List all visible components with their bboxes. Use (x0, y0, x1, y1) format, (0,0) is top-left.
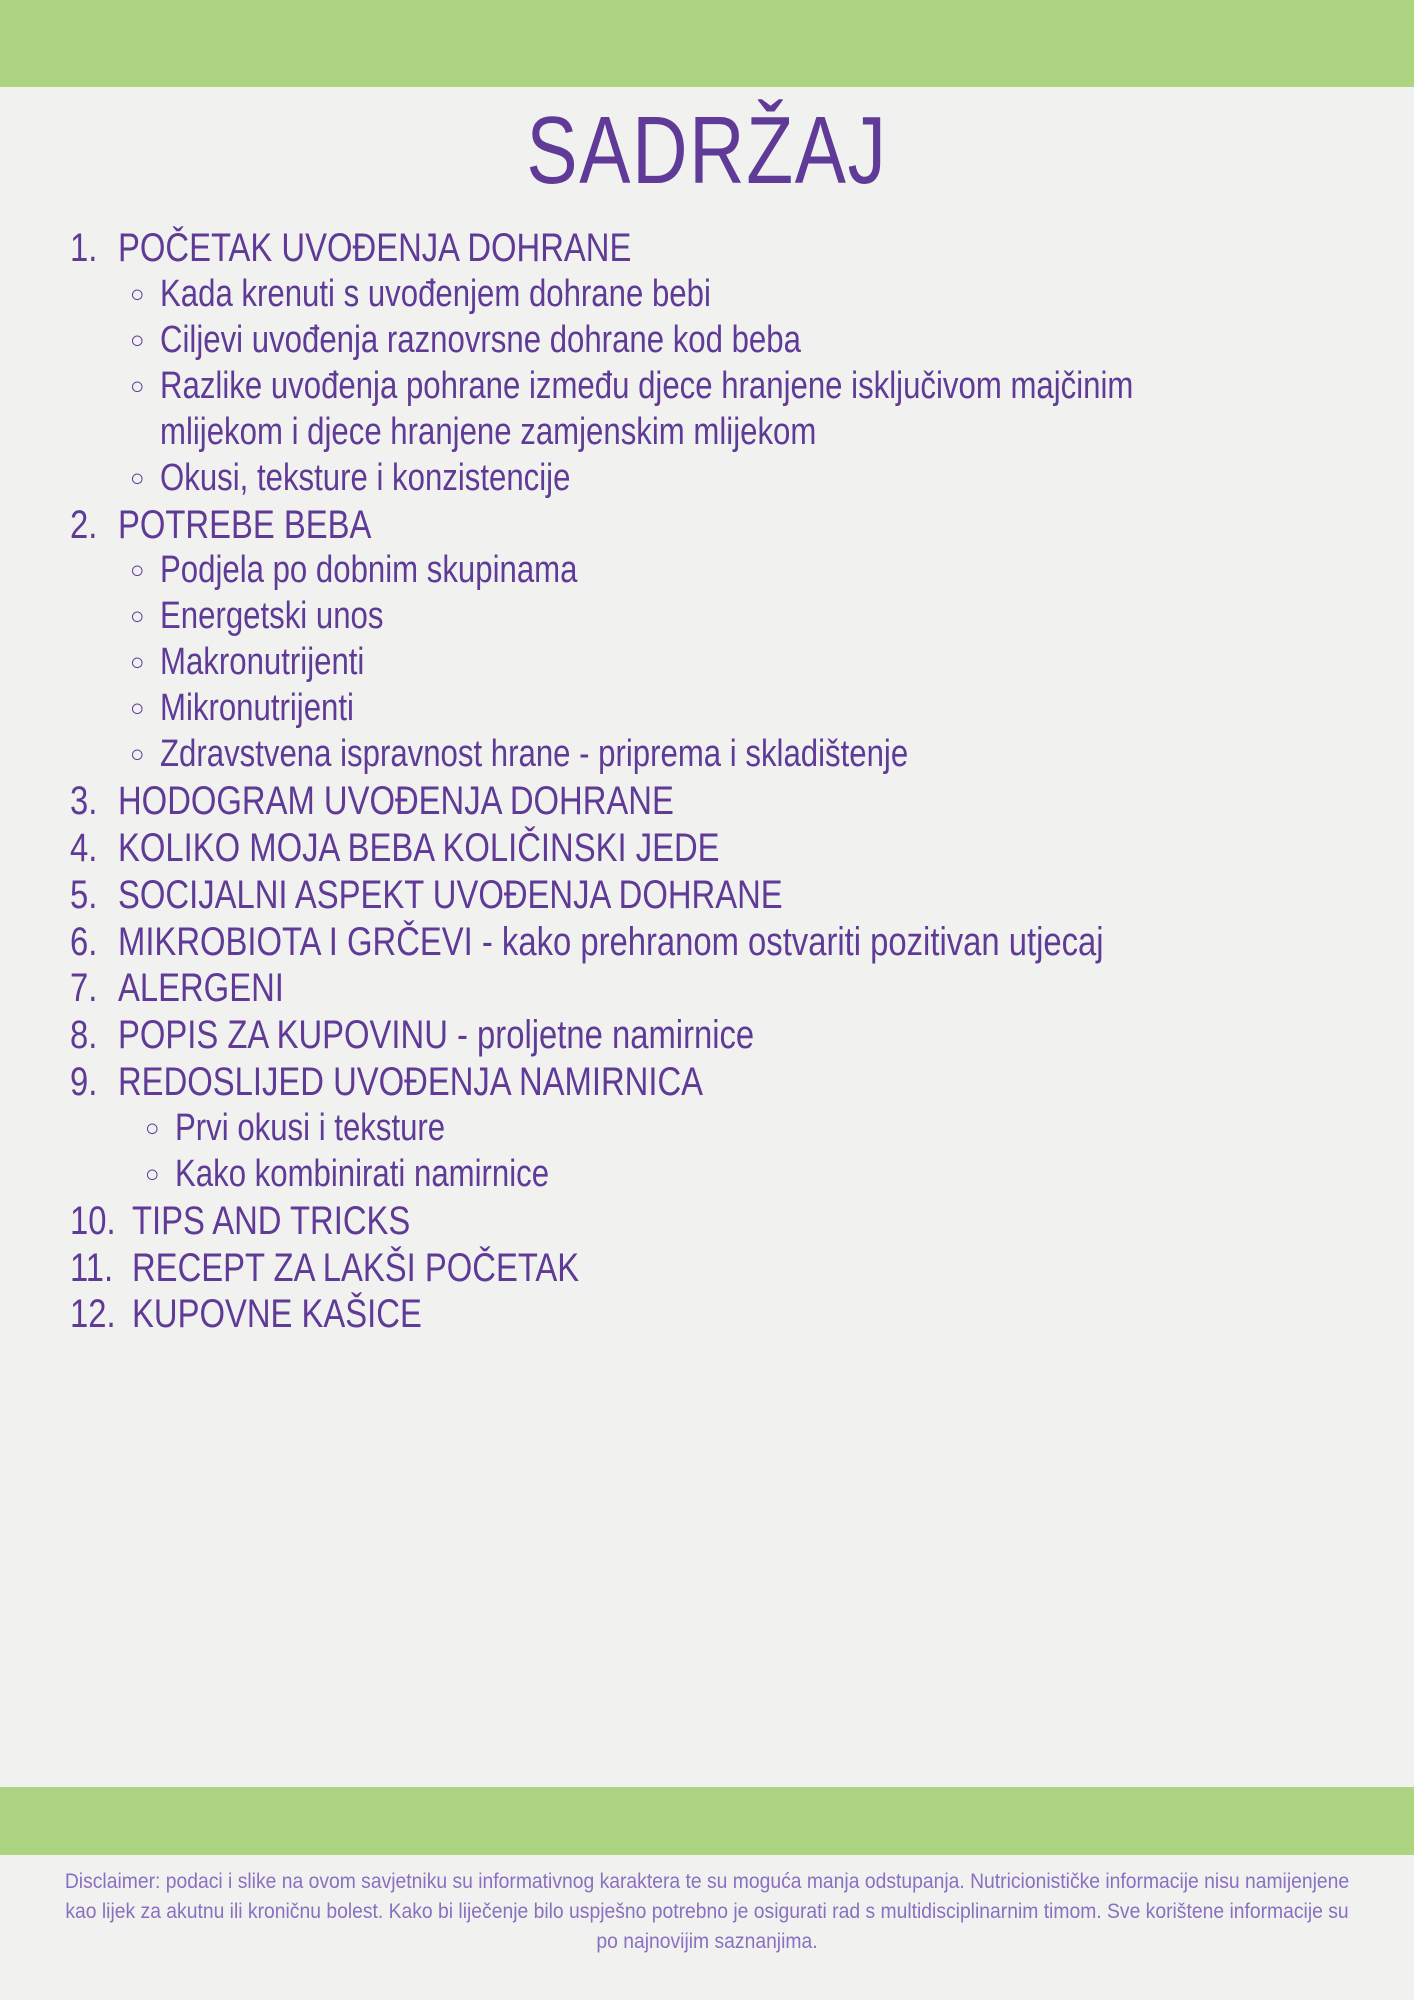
toc-entry[interactable] (0, 1291, 1414, 1338)
disclaimer-text: Disclaimer: podaci i slike na ovom savjetniku su informativnog karaktera te su moguća manja odstupanja. Nutricionističke informacije nisu namijenjene kao lijek za akutnu ili kroničnu bolest. Kako bi liječenje bilo uspješno potrebno je osigurati rad s multidisciplinarnim timom. Sve korištene informacije su po najnovijim saznanjima. (64, 1870, 1350, 1953)
toc-item[interactable] (0, 1245, 1414, 1292)
bullet-circle-icon: ○ (130, 695, 145, 723)
toc-item-label: POPIS ZA KUPOVINU - proljetne namirnice (118, 1013, 755, 1058)
toc-entry[interactable] (0, 919, 1414, 966)
toc-item-number: 8. (70, 1013, 98, 1058)
page-content (0, 87, 1414, 1787)
bullet-circle-icon: ○ (130, 464, 145, 492)
bullet-circle-icon: ○ (130, 741, 145, 769)
bullet-circle-icon: ○ (130, 557, 145, 585)
toc-subitem-label: Makronutrijenti (160, 641, 365, 684)
toc-subitem-label: Mikronutrijenti (160, 687, 354, 730)
bullet-circle-icon: ○ (130, 326, 145, 354)
toc-subitem-label: Podjela po dobnim skupinama (160, 549, 578, 592)
toc-item-number: 10. (70, 1198, 116, 1243)
toc-subitem[interactable] (0, 1106, 1414, 1152)
page-title: SADRŽAJ (526, 97, 888, 204)
bullet-circle-icon: ○ (145, 1114, 160, 1142)
toc-item[interactable] (0, 225, 1414, 272)
toc-subitem[interactable] (0, 456, 1414, 502)
toc-item-label: TIPS AND TRICKS (132, 1198, 411, 1243)
bullet-circle-icon: ○ (130, 603, 145, 631)
bullet-circle-icon: ○ (130, 649, 145, 677)
toc-item-number: 2. (70, 502, 98, 547)
bottom-accent-bar (0, 1787, 1414, 1855)
toc-item-number: 9. (70, 1060, 98, 1105)
toc-item[interactable] (0, 1059, 1414, 1106)
toc-subitem-list (0, 272, 1414, 502)
toc-item[interactable] (0, 1198, 1414, 1245)
toc-item-label: KUPOVNE KAŠICE (132, 1292, 422, 1337)
toc-subitem-list (0, 548, 1414, 778)
toc-subitem-label: Energetski unos (160, 595, 384, 638)
toc-subitem[interactable] (0, 640, 1414, 686)
toc-subitem[interactable] (0, 548, 1414, 594)
toc-subitem-label: Zdravstvena ispravnost hrane - priprema i skladištenje (160, 733, 909, 776)
toc-item[interactable] (0, 919, 1414, 966)
toc-item-number: 12. (70, 1292, 116, 1337)
toc-item-number: 5. (70, 872, 98, 917)
toc-subitem-label: Kada krenuti s uvođenjem dohrane bebi (160, 272, 711, 315)
bullet-circle-icon: ○ (130, 372, 145, 400)
toc-subitem-label: Ciljevi uvođenja raznovrsne dohrane kod beba (160, 318, 801, 361)
toc-item-number: 11. (70, 1245, 114, 1290)
toc-item-number: 4. (70, 826, 98, 871)
toc-entry[interactable] (0, 1245, 1414, 1292)
toc-item[interactable] (0, 872, 1414, 919)
toc-item-number: 1. (70, 226, 98, 270)
toc-item-label: ALERGENI (118, 966, 284, 1011)
toc-item-label: POTREBE BEBA (118, 502, 372, 547)
disclaimer (0, 1855, 1414, 2000)
toc-subitem-label: Razlike uvođenja pohrane između djece hranjene isključivom majčinim mlijekom i djece hranjene zamjenskim mlijekom (160, 364, 1134, 453)
toc-item-number: 3. (70, 779, 98, 824)
toc-subitem-label: Okusi, teksture i konzistencije (160, 456, 571, 499)
toc-entry[interactable] (0, 1198, 1414, 1245)
toc-item-label: KOLIKO MOJA BEBA KOLIČINSKI JEDE (118, 826, 720, 871)
toc-item-label: HODOGRAM UVOĐENJA DOHRANE (118, 779, 674, 824)
toc-subitem[interactable] (0, 594, 1414, 640)
toc-item[interactable] (0, 502, 1414, 549)
toc-subitem-list (0, 1106, 1414, 1198)
toc-entry[interactable] (0, 965, 1414, 1012)
toc-item-number: 6. (70, 919, 98, 964)
toc-item-number: 7. (70, 966, 98, 1011)
toc-entry[interactable] (0, 225, 1414, 502)
toc-item-label: SOCIJALNI ASPEKT UVOĐENJA DOHRANE (118, 872, 783, 917)
toc-subitem-label: Prvi okusi i teksture (175, 1106, 446, 1149)
toc-subitem-label: Kako kombinirati namirnice (175, 1152, 550, 1195)
toc-item[interactable] (0, 1012, 1414, 1059)
footer-zone (0, 1855, 1414, 2000)
toc-item-label: RECEPT ZA LAKŠI POČETAK (132, 1245, 580, 1290)
bullet-circle-icon: ○ (130, 280, 145, 308)
toc-subitem[interactable] (0, 364, 1414, 456)
toc-entry[interactable] (0, 1059, 1414, 1198)
toc-subitem[interactable] (0, 686, 1414, 732)
toc-entry[interactable] (0, 872, 1414, 919)
toc-item-label: MIKROBIOTA I GRČEVI - kako prehranom ostvariti pozitivan utjecaj (118, 919, 1104, 964)
toc-item-label: REDOSLIJED UVOĐENJA NAMIRNICA (118, 1060, 704, 1105)
table-of-contents (0, 199, 1414, 1338)
toc-subitem[interactable] (0, 1152, 1414, 1198)
toc-entry[interactable] (0, 502, 1414, 779)
bullet-circle-icon: ○ (145, 1160, 160, 1188)
toc-item[interactable] (0, 825, 1414, 872)
toc-item[interactable] (0, 965, 1414, 1012)
toc-entry[interactable] (0, 778, 1414, 825)
toc-item[interactable] (0, 778, 1414, 825)
top-accent-bar (0, 0, 1414, 87)
toc-subitem[interactable] (0, 272, 1414, 318)
toc-subitem[interactable] (0, 318, 1414, 364)
toc-entry[interactable] (0, 1012, 1414, 1059)
toc-entry[interactable] (0, 825, 1414, 872)
toc-subitem[interactable] (0, 732, 1414, 778)
toc-item-label: POČETAK UVOĐENJA DOHRANE (118, 226, 632, 270)
toc-item[interactable] (0, 1291, 1414, 1338)
